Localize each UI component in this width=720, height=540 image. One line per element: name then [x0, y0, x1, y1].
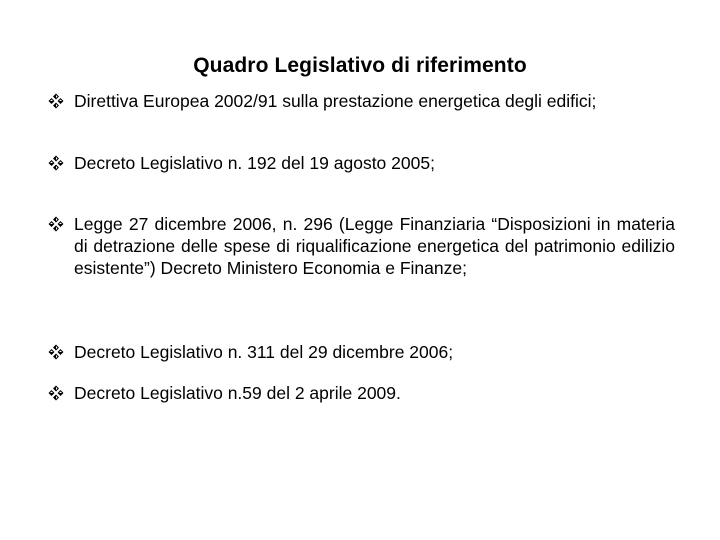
list-item-text: Direttiva Europea 2002/91 sulla prestazione energetica degli edifici; [74, 91, 597, 111]
list-item [48, 341, 675, 363]
list-item [48, 213, 675, 279]
list-item [48, 152, 675, 174]
four-diamond-bullet-icon [48, 213, 74, 235]
list-item [48, 90, 675, 112]
four-diamond-bullet-icon [48, 90, 74, 112]
slide-title: Quadro Legislativo di riferimento [193, 54, 527, 77]
four-diamond-bullet-icon [48, 382, 74, 404]
four-diamond-bullet-icon [48, 341, 74, 363]
list-item-text: Legge 27 dicembre 2006, n. 296 (Legge Finanziaria “Disposizioni in materia di detrazione delle spese di riqualificazione energetica del patrimonio edilizio esistente”) Decreto Ministero Economia e Finanze; [74, 214, 675, 278]
list-item-text: Decreto Legislativo n. 192 del 19 agosto 2005; [74, 153, 435, 173]
list-item-text: Decreto Legislativo n.59 del 2 aprile 2009. [74, 383, 401, 403]
list-item [48, 382, 675, 404]
list-item-text: Decreto Legislativo n. 311 del 29 dicembre 2006; [74, 342, 454, 362]
four-diamond-bullet-icon [48, 152, 74, 174]
